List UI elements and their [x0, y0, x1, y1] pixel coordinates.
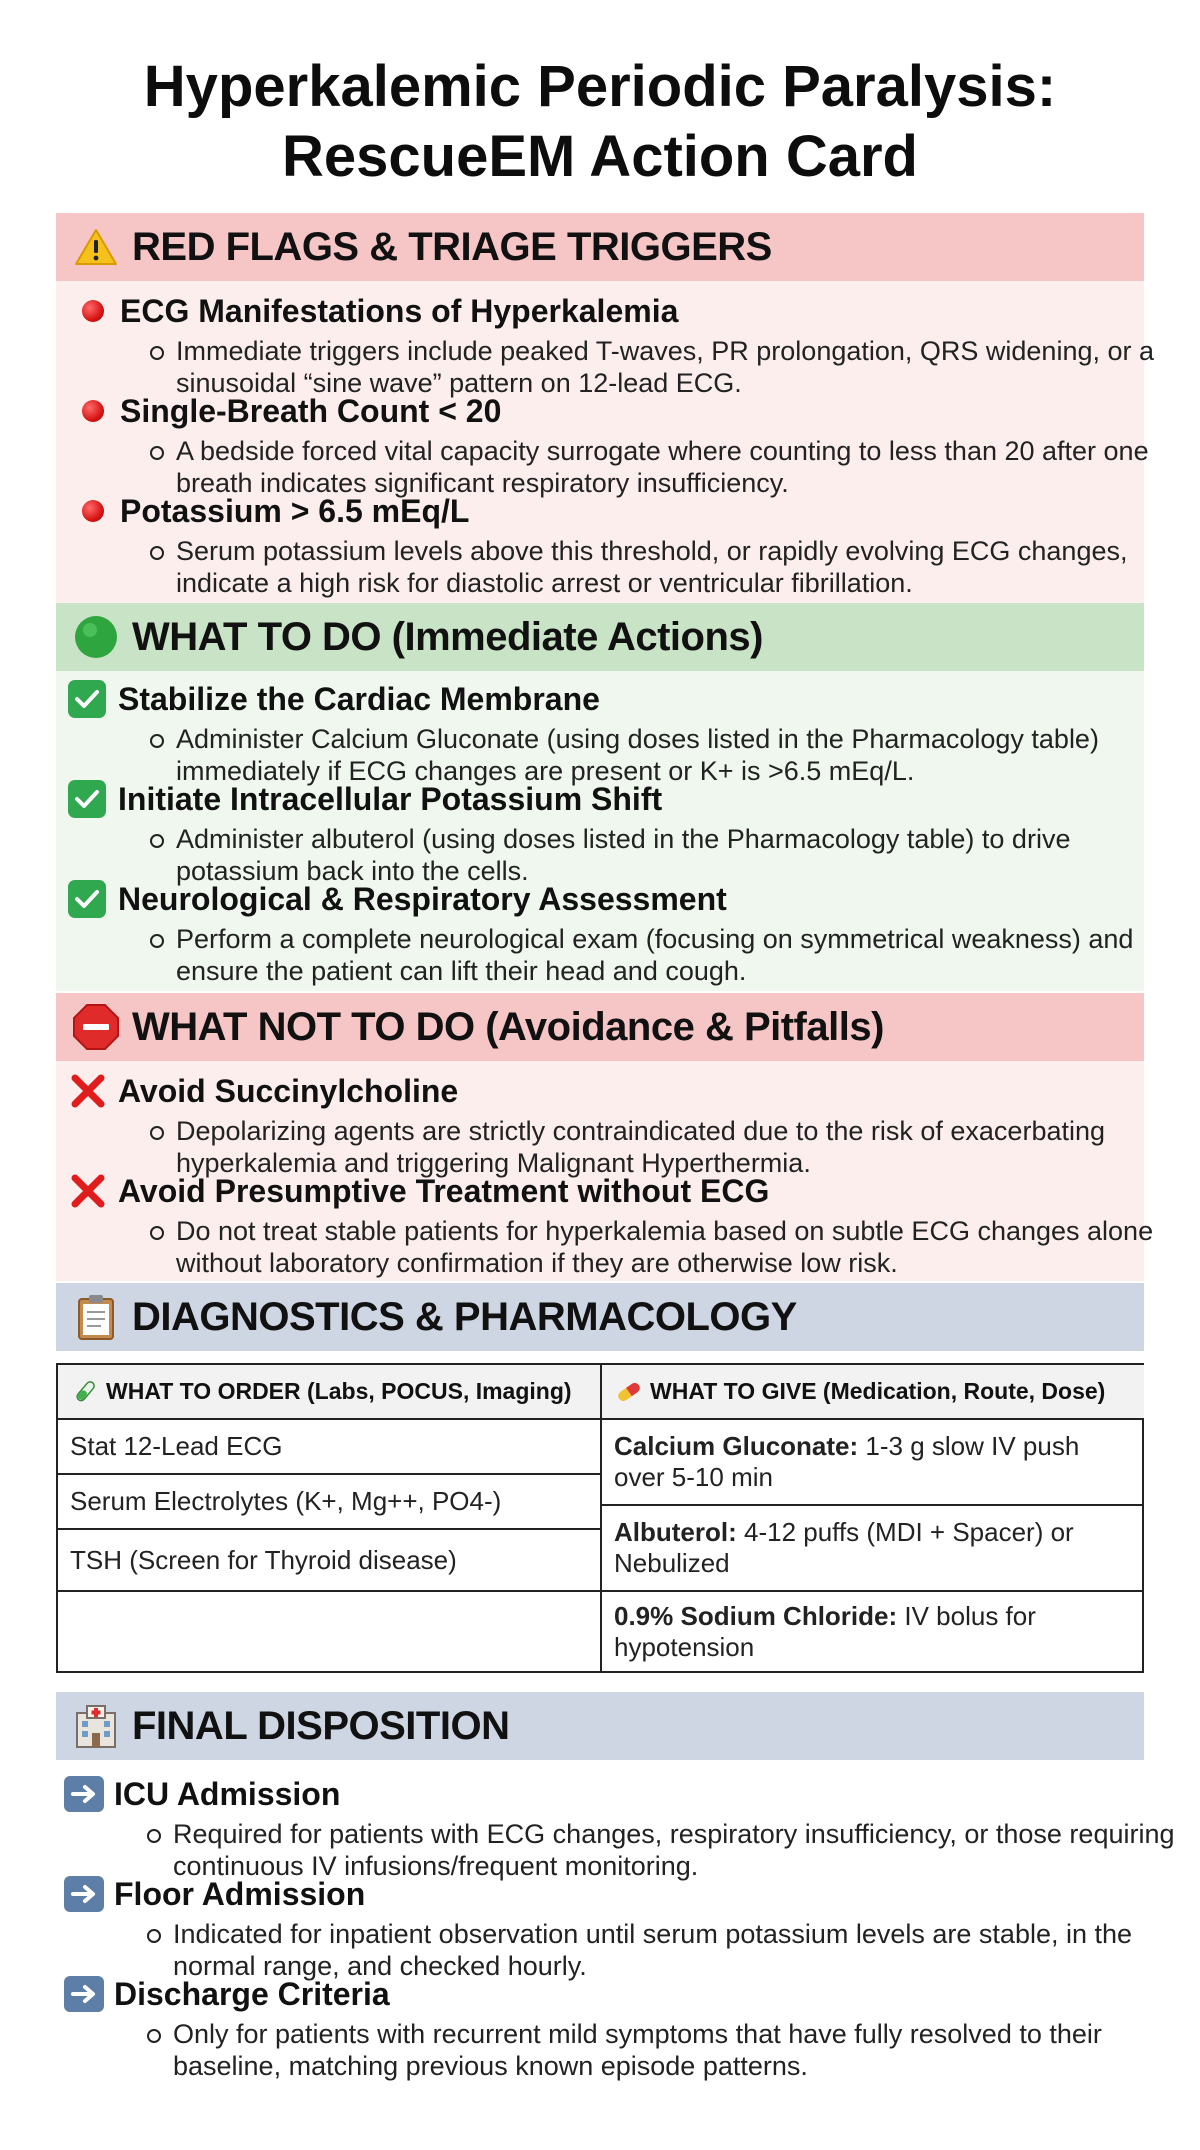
drug-name: Calcium Gluconate:: [614, 1431, 859, 1461]
right-arrow-icon: [64, 1876, 104, 1912]
item-title: Avoid Presumptive Treatment without ECG: [118, 1172, 770, 1209]
item-detail: Serum potassium levels above this threshold, or rapidly evolving ECG changes, indicate a high risk for diastolic arrest or ventricular fibrillation.: [176, 535, 1186, 599]
item-title: Avoid Succinylcholine: [118, 1072, 459, 1109]
check-icon: [68, 880, 106, 918]
what-not-to-do-body: [56, 1061, 1154, 1281]
item-detail: Perform a complete neurological exam (focusing on symmetrical weakness) and ensure the patient can lift their head and cough.: [176, 923, 1186, 987]
item-title: Stabilize the Cardiac Membrane: [118, 680, 600, 717]
what-to-do-body: [56, 671, 1144, 991]
diagnostics-header: [56, 1283, 1144, 1351]
test-tube-icon: [70, 1377, 100, 1407]
item-title: Single-Breath Count < 20: [120, 392, 502, 429]
disposition-header: [56, 1692, 1144, 1760]
diagnostics-title: DIAGNOSTICS & PHARMACOLOGY: [132, 1294, 797, 1339]
red-flags-title: RED FLAGS & TRIAGE TRIGGERS: [132, 224, 772, 269]
item-detail: Administer albuterol (using doses listed in the Pharmacology table) to drive potassium back into the cells.: [176, 823, 1186, 887]
red-dot-icon: [82, 400, 104, 422]
order-item: Stat 12-Lead ECG: [58, 1420, 600, 1475]
right-arrow-icon: [64, 1776, 104, 1812]
x-mark-icon: [68, 1171, 108, 1211]
item-title: Neurological & Respiratory Assessment: [118, 880, 727, 917]
item-title: Discharge Criteria: [114, 1975, 390, 2012]
hospital-icon: [70, 1700, 122, 1752]
item-title: ECG Manifestations of Hyperkalemia: [120, 292, 679, 329]
red-dot-icon: [82, 300, 104, 322]
pill-icon: [614, 1377, 644, 1407]
order-header-label: WHAT TO ORDER (Labs, POCUS, Imaging): [106, 1378, 572, 1404]
drug-name: 0.9% Sodium Chloride:: [614, 1600, 898, 1631]
title-line-1: Hyperkalemic Periodic Paralysis:: [143, 54, 1057, 119]
what-to-do-header: [56, 603, 1144, 671]
item-title: Initiate Intracellular Potassium Shift: [118, 780, 663, 817]
red-flags-header: [56, 213, 1144, 281]
item-detail: Only for patients with recurrent mild symptoms that have fully resolved to their baseline, matching previous known episode patterns.: [173, 2018, 1183, 2082]
right-arrow-icon: [64, 1976, 104, 2012]
warning-icon: [70, 221, 122, 273]
item-detail: Depolarizing agents are strictly contraindicated due to the risk of exacerbating hyperkalemia and triggering Malignant Hyperthermia.: [176, 1115, 1186, 1179]
what-to-do-title: WHAT TO DO (Immediate Actions): [132, 614, 763, 659]
what-not-to-do-title: WHAT NOT TO DO (Avoidance & Pitfalls): [132, 1004, 884, 1049]
what-not-to-do-header: [56, 993, 1144, 1061]
page-title: [0, 52, 1200, 192]
order-item: Serum Electrolytes (K+, Mg++, PO4-): [58, 1475, 600, 1530]
clipboard-icon: [70, 1291, 122, 1343]
item-detail: A bedside forced vital capacity surrogate where counting to less than 20 after one breath indicates significant respiratory insufficiency.: [176, 435, 1186, 499]
give-item: [602, 1506, 1144, 1592]
item-detail: Do not treat stable patients for hyperkalemia based on subtle ECG changes alone without laboratory confirmation if they are otherwise low risk.: [176, 1215, 1186, 1279]
stop-sign-icon: [70, 1001, 122, 1053]
disposition-title: FINAL DISPOSITION: [132, 1703, 510, 1748]
title-line-2: RescueEM Action Card: [282, 124, 918, 189]
x-mark-icon: [68, 1071, 108, 1111]
item-detail: Required for patients with ECG changes, respiratory insufficiency, or those requiring continuous IV infusions/frequent monitoring.: [173, 1818, 1183, 1882]
item-detail: Administer Calcium Gluconate (using doses listed in the Pharmacology table) immediately if ECG changes are present or K+ is >6.5 mEq/L.: [176, 723, 1186, 787]
item-detail: Indicated for inpatient observation until serum potassium levels are stable, in the normal range, and checked hourly.: [173, 1918, 1183, 1982]
check-icon: [68, 680, 106, 718]
red-dot-icon: [82, 500, 104, 522]
item-detail: Immediate triggers include peaked T-waves, PR prolongation, QRS widening, or a sinusoidal “sine wave” pattern on 12-lead ECG.: [176, 335, 1186, 399]
give-item: [602, 1592, 1144, 1671]
drug-dose: 4-12 puffs (MDI + Spacer) or Nebulized: [614, 1517, 1074, 1578]
item-title: Floor Admission: [114, 1875, 366, 1912]
disposition-body: [56, 1760, 1175, 2090]
item-title: ICU Admission: [114, 1775, 341, 1812]
drug-dose: 1-3 g slow IV push over 5-10 min: [614, 1431, 1080, 1492]
item-title: Potassium > 6.5 mEq/L: [120, 492, 470, 529]
drug-dose: IV bolus for hypotension: [614, 1600, 1036, 1662]
drug-name: Albuterol:: [614, 1517, 737, 1547]
red-flags-body: [56, 281, 1155, 603]
order-column-header: [58, 1365, 600, 1420]
give-item: [602, 1420, 1144, 1506]
give-header-label: WHAT TO GIVE (Medication, Route, Dose): [650, 1378, 1106, 1404]
give-column-header: [602, 1365, 1144, 1420]
green-circle-icon: [70, 611, 122, 663]
check-icon: [68, 780, 106, 818]
diagnostics-table: [56, 1363, 1144, 1673]
order-item: TSH (Screen for Thyroid disease): [58, 1530, 600, 1592]
